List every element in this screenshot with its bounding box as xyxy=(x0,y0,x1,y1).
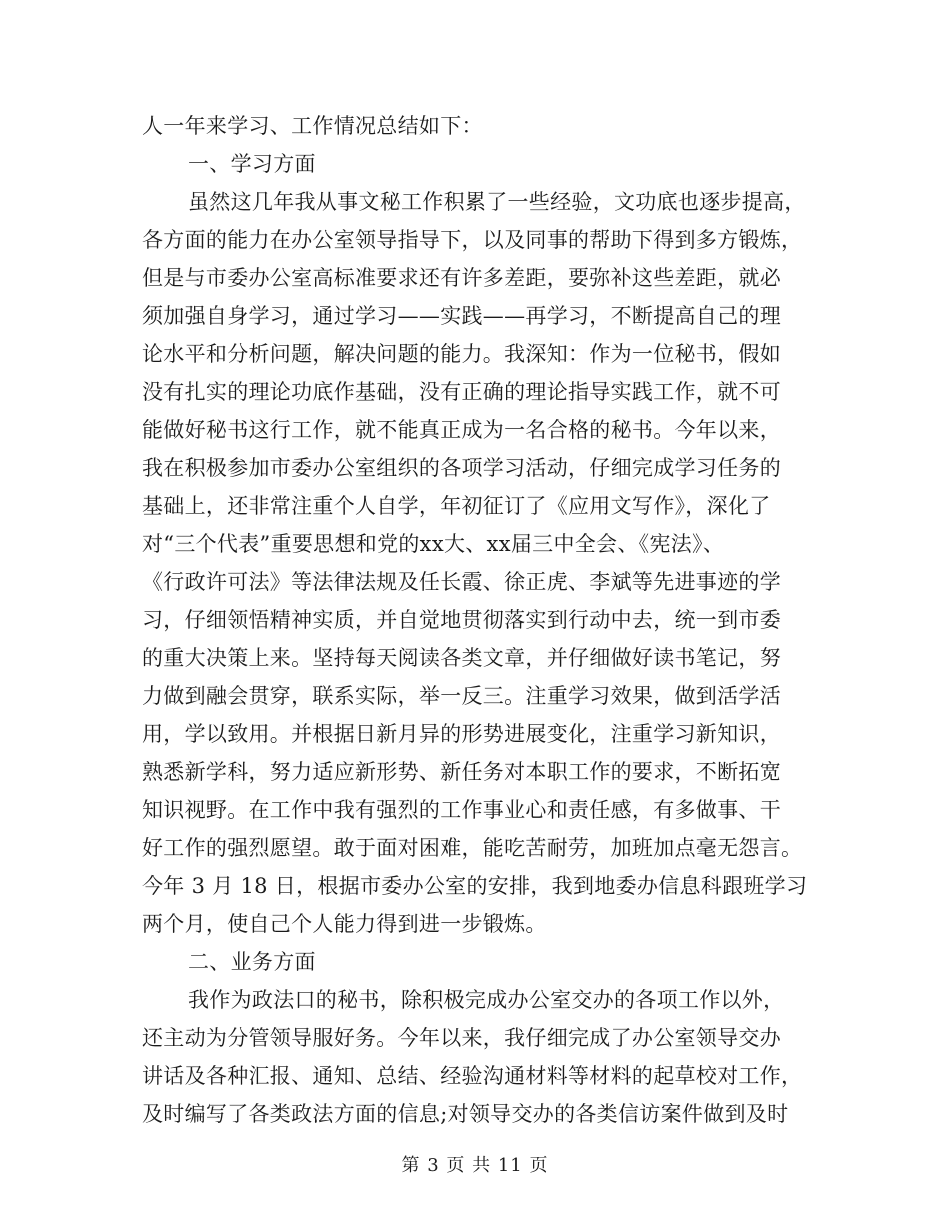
text-line: 用，学以致用。并根据日新月异的形势进展变化，注重学习新知识， xyxy=(142,722,781,746)
text-line: 今年 3 月 18 日，根据市委办公室的安排，我到地委办信息科跟班学习 xyxy=(142,874,808,898)
text-line: 好工作的强烈愿望。敢于面对困难，能吃苦耐劳，加班加点毫无怨言。 xyxy=(142,836,803,860)
text-line: 两个月，使自己个人能力得到进一步锻炼。 xyxy=(142,912,547,936)
text-line: 还主动为分管领导服好务。今年以来，我仔细完成了办公室领导交办 xyxy=(142,1026,781,1050)
text-line: 我在积极参加市委办公室组织的各项学习活动，仔细完成学习任务的 xyxy=(142,456,781,480)
text-line: 但是与市委办公室高标准要求还有许多差距，要弥补这些差距，就必 xyxy=(142,266,781,290)
text-line: 知识视野。在工作中我有强烈的工作事业心和责任感，有多做事、干 xyxy=(142,798,781,822)
text-line: 力做到融会贯穿，联系实际，举一反三。注重学习效果，做到活学活 xyxy=(142,684,781,708)
text-line: 论水平和分析问题，解决问题的能力。我深知：作为一位秘书，假如 xyxy=(142,342,781,366)
text-line: 我作为政法口的秘书，除积极完成办公室交办的各项工作以外， xyxy=(188,988,785,1012)
text-line: 讲话及各种汇报、通知、总结、经验沟通材料等材料的起草校对工作， xyxy=(142,1064,803,1088)
text-line: 及时编写了各类政法方面的信息;对领导交办的各类信访案件做到及时 xyxy=(142,1102,789,1126)
section-heading: 一、学习方面 xyxy=(188,152,316,176)
text-line: 各方面的能力在办公室领导指导下，以及同事的帮助下得到多方锻炼， xyxy=(142,228,803,252)
text-line: 对“三个代表”重要思想和党的xx大、xx届三中全会、《宪法》、 xyxy=(142,532,725,556)
text-line: 熟悉新学科，努力适应新形势、新任务对本职工作的要求，不断拓宽 xyxy=(142,760,781,784)
text-line: 的重大决策上来。坚持每天阅读各类文章，并仔细做好读书笔记，努 xyxy=(142,646,781,670)
text-line: 没有扎实的理论功底作基础，没有正确的理论指导实践工作，就不可 xyxy=(142,380,781,404)
text-line: 虽然这几年我从事文秘工作积累了一些经验，文功底也逐步提高， xyxy=(188,190,806,214)
section-heading: 二、业务方面 xyxy=(188,950,316,974)
text-line: 人一年来学习、工作情况总结如下： xyxy=(142,114,483,138)
text-line: 基础上，还非常注重个人自学，年初征订了《应用文写作》，深化了 xyxy=(142,494,771,518)
page-number-footer: 第 3 页 共 11 页 xyxy=(401,1155,549,1176)
text-line: 须加强自身学习，通过学习——实践——再学习，不断提高自己的理 xyxy=(142,304,781,328)
text-line: 习，仔细领悟精神实质，并自觉地贯彻落实到行动中去，统一到市委 xyxy=(142,608,781,632)
text-line: 《行政许可法》等法律法规及任长霞、徐正虎、李斌等先进事迹的学 xyxy=(142,570,781,594)
text-line: 能做好秘书这行工作，就不能真正成为一名合格的秘书。今年以来， xyxy=(142,418,781,442)
